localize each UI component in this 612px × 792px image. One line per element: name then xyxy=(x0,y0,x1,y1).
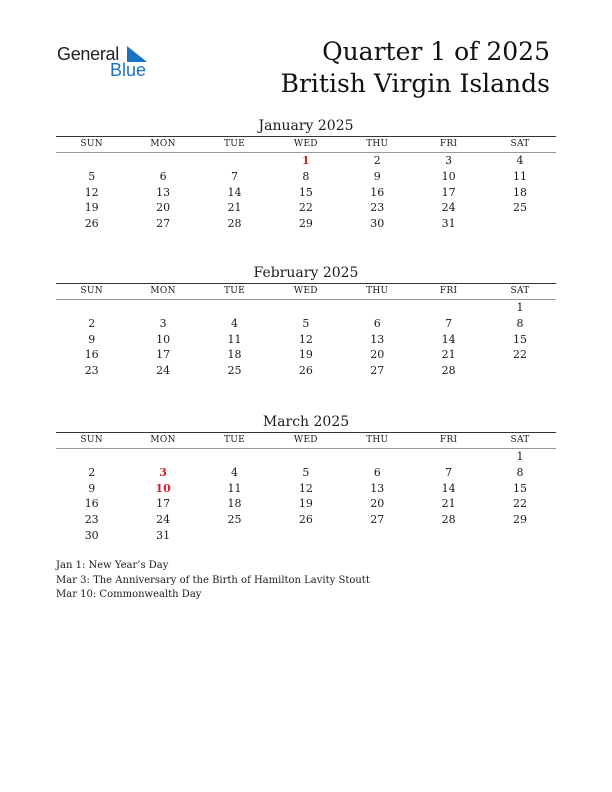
day-cell xyxy=(56,449,127,465)
day-cell: 15 xyxy=(298,185,313,199)
day-cell xyxy=(199,300,270,316)
day-cell: 28 xyxy=(441,513,456,527)
day-cell: 25 xyxy=(513,201,528,215)
day-cell: 8 xyxy=(516,465,524,479)
week-row xyxy=(56,481,556,497)
day-cell: 22 xyxy=(513,497,528,511)
day-cell xyxy=(342,300,413,316)
weekday-label: THU xyxy=(366,139,389,149)
week-row xyxy=(56,153,556,169)
day-cell: 9 xyxy=(88,481,96,495)
day-cell: 17 xyxy=(441,185,456,199)
day-cell: 26 xyxy=(84,217,99,231)
day-cell: 3 xyxy=(445,154,453,167)
week-row xyxy=(56,332,556,348)
day-cell: 2 xyxy=(88,316,96,330)
month-february xyxy=(56,263,556,379)
day-cell: 23 xyxy=(84,513,99,527)
month-january xyxy=(56,116,556,232)
day-cell: 7 xyxy=(445,465,453,479)
day-cell: 26 xyxy=(298,513,313,527)
weekday-label: WED xyxy=(293,139,318,149)
day-cell: 19 xyxy=(298,497,313,511)
day-cell: 18 xyxy=(227,348,242,362)
day-cell: 20 xyxy=(370,497,385,511)
weekday-label: MON xyxy=(150,139,176,149)
month-name: February 2025 xyxy=(253,265,359,281)
day-cell: 6 xyxy=(159,169,167,183)
day-cell: 12 xyxy=(298,481,313,495)
day-cell: 2 xyxy=(373,154,381,167)
holiday-note: Jan 1: New Year’s Day xyxy=(56,560,169,571)
day-cell: 5 xyxy=(302,316,310,330)
weekday-label: MON xyxy=(150,435,176,445)
day-cell: 19 xyxy=(298,348,313,362)
weekday-label: TUE xyxy=(223,139,245,149)
week-row xyxy=(56,528,556,544)
day-cell: 9 xyxy=(88,332,96,346)
weekday-header-row xyxy=(56,137,556,152)
day-cell: 7 xyxy=(230,169,238,183)
day-cell xyxy=(199,528,270,544)
day-cell: 24 xyxy=(156,513,171,527)
day-cell: 10 xyxy=(441,169,456,183)
day-cell: 4 xyxy=(516,154,524,167)
day-cell: 3 xyxy=(159,316,167,330)
day-cell: 15 xyxy=(513,332,528,346)
day-cell xyxy=(413,528,484,544)
day-cell: 20 xyxy=(156,201,171,215)
day-cell xyxy=(127,300,198,316)
day-cell: 30 xyxy=(84,528,99,542)
day-cell: 25 xyxy=(227,513,242,527)
day-cell: 22 xyxy=(298,201,313,215)
day-cell: 31 xyxy=(441,217,456,231)
day-cell: 8 xyxy=(302,169,310,183)
weekday-label: SAT xyxy=(510,286,530,296)
day-cell xyxy=(199,449,270,465)
weekday-label: SAT xyxy=(510,435,530,445)
day-cell: 26 xyxy=(298,364,313,378)
day-cell: 28 xyxy=(441,364,456,378)
day-cell: 29 xyxy=(513,513,528,527)
logo-blue-text: Blue xyxy=(110,60,147,80)
day-cell: 5 xyxy=(88,169,96,183)
day-cell: 24 xyxy=(156,364,171,378)
day-cell: 24 xyxy=(441,201,456,215)
day-cell: 28 xyxy=(227,217,242,231)
day-cell xyxy=(270,300,341,316)
day-cell: 16 xyxy=(84,497,99,511)
week-row xyxy=(56,185,556,201)
weekday-label: THU xyxy=(366,435,389,445)
day-cell: 13 xyxy=(156,185,171,199)
holiday-day-cell: 3 xyxy=(159,465,167,479)
day-cell: 13 xyxy=(370,481,385,495)
day-cell: 10 xyxy=(156,332,171,346)
weekday-label: SUN xyxy=(80,435,103,445)
week-row xyxy=(56,363,556,379)
weekday-label: TUE xyxy=(223,286,245,296)
day-cell xyxy=(199,153,270,169)
day-cell: 31 xyxy=(156,528,171,542)
logo-general-text: General xyxy=(57,44,119,64)
day-cell xyxy=(56,153,127,169)
generalblue-logo xyxy=(57,42,157,82)
week-row xyxy=(56,465,556,481)
weekday-label: FRI xyxy=(439,286,458,296)
weekday-label: TUE xyxy=(223,435,245,445)
day-cell: 27 xyxy=(370,513,385,527)
holiday-note: Mar 3: The Anniversary of the Birth of Hamilton Lavity Stoutt xyxy=(56,574,370,586)
day-cell: 1 xyxy=(516,450,524,463)
week-row xyxy=(56,200,556,216)
day-cell: 14 xyxy=(441,481,456,495)
day-cell: 16 xyxy=(370,185,385,199)
day-cell: 4 xyxy=(230,465,238,479)
day-cell: 15 xyxy=(513,481,528,495)
day-cell xyxy=(413,300,484,316)
title-quarter: Quarter 1 of 2025 xyxy=(322,37,550,66)
day-cell: 29 xyxy=(298,217,313,231)
day-cell: 12 xyxy=(84,185,99,199)
day-cell: 11 xyxy=(227,481,242,495)
day-cell: 13 xyxy=(370,332,385,346)
day-cell: 11 xyxy=(227,332,242,346)
month-name: January 2025 xyxy=(258,118,354,134)
day-cell: 1 xyxy=(516,301,524,314)
weekday-label: WED xyxy=(293,286,318,296)
day-cell: 17 xyxy=(156,497,171,511)
week-row xyxy=(56,512,556,528)
day-cell: 12 xyxy=(298,332,313,346)
day-cell: 17 xyxy=(156,348,171,362)
day-cell: 27 xyxy=(156,217,171,231)
weekday-label: FRI xyxy=(439,435,458,445)
day-cell: 7 xyxy=(445,316,453,330)
weekday-header-row xyxy=(56,284,556,299)
day-cell: 19 xyxy=(84,201,99,215)
day-cell xyxy=(127,449,198,465)
day-cell: 21 xyxy=(227,201,242,215)
day-cell xyxy=(270,449,341,465)
day-cell xyxy=(127,153,198,169)
day-cell: 18 xyxy=(227,497,242,511)
day-cell: 20 xyxy=(370,348,385,362)
day-cell xyxy=(413,449,484,465)
week-row xyxy=(56,347,556,363)
day-cell xyxy=(270,528,341,544)
month-name: March 2025 xyxy=(262,414,350,430)
day-cell xyxy=(56,300,127,316)
day-cell: 8 xyxy=(516,316,524,330)
weekday-label: SUN xyxy=(80,139,103,149)
day-cell: 2 xyxy=(88,465,96,479)
weekday-label: THU xyxy=(366,286,389,296)
weekday-label: SUN xyxy=(80,286,103,296)
page-title xyxy=(281,36,550,100)
weekday-label: WED xyxy=(293,435,318,445)
week-row xyxy=(56,216,556,232)
day-cell xyxy=(342,449,413,465)
week-row xyxy=(56,316,556,332)
day-cell: 21 xyxy=(441,497,456,511)
day-cell: 5 xyxy=(302,465,310,479)
day-cell xyxy=(342,528,413,544)
day-cell: 11 xyxy=(513,169,528,183)
title-country: British Virgin Islands xyxy=(280,69,550,98)
week-row xyxy=(56,449,556,465)
day-cell xyxy=(484,528,555,544)
month-march xyxy=(56,412,556,544)
holiday-day-cell: 1 xyxy=(302,154,310,167)
day-cell: 16 xyxy=(84,348,99,362)
day-cell: 6 xyxy=(373,465,381,479)
day-cell: 23 xyxy=(84,364,99,378)
day-cell: 6 xyxy=(373,316,381,330)
day-cell: 18 xyxy=(513,185,528,199)
weekday-label: MON xyxy=(150,286,176,296)
day-cell: 21 xyxy=(441,348,456,362)
day-cell: 14 xyxy=(441,332,456,346)
holiday-notes xyxy=(56,559,370,603)
holiday-day-cell: 10 xyxy=(155,481,171,495)
day-cell: 22 xyxy=(513,348,528,362)
holiday-note: Mar 10: Commonwealth Day xyxy=(56,589,202,600)
weekday-label: SAT xyxy=(510,139,530,149)
weekday-label: FRI xyxy=(439,139,458,149)
week-row xyxy=(56,300,556,316)
day-cell: 30 xyxy=(370,217,385,231)
day-cell: 27 xyxy=(370,364,385,378)
day-cell: 4 xyxy=(230,316,238,330)
day-cell xyxy=(484,363,555,379)
week-row xyxy=(56,496,556,512)
day-cell: 9 xyxy=(373,169,381,183)
day-cell: 23 xyxy=(370,201,385,215)
day-cell: 14 xyxy=(227,185,242,199)
week-row xyxy=(56,169,556,185)
day-cell xyxy=(484,216,555,232)
weekday-header-row xyxy=(56,433,556,448)
day-cell: 25 xyxy=(227,364,242,378)
